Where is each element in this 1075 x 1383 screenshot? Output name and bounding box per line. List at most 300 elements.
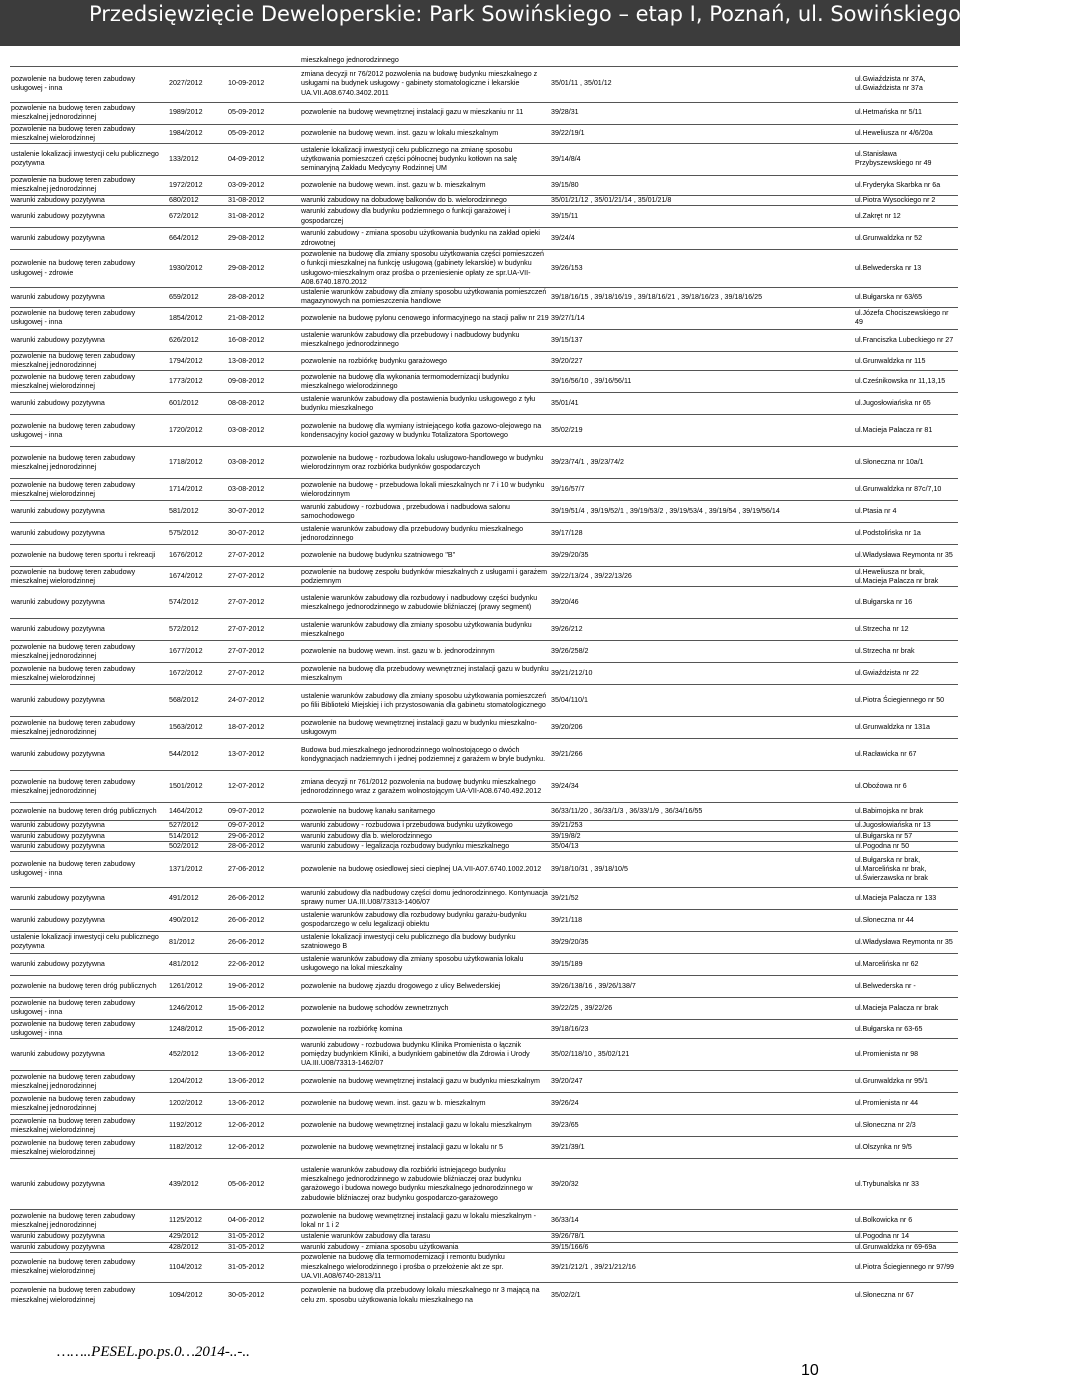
cell-addr: ul.Olszynka nr 9/5 [855,1143,912,1152]
cell-type: pozwolenie na budowę teren dróg publicznych [11,981,157,990]
cell-type: pozwolenie na budowę teren zabudowy usługowej - inna [11,74,136,92]
cell-type: warunki zabudowy pozytywna [11,507,105,516]
cell-desc: ustalenie warunków zabudowy dla przebudowy budynku mieszkalnego jednorodzinnego [301,524,524,542]
cell-date: 13-06-2012 [228,1077,265,1086]
cell-addr: ul.Władysława Reymonta nr 35 [855,551,953,560]
cell-desc: pozwolenie na rozbiórkę komina [301,1024,403,1033]
cell-plots: 39/15/166/6 [551,1242,589,1251]
cell-desc: warunki zabudowy - rozbudowa , przebudowa i nadbudowa salonu samochodowego [301,502,511,520]
cell-date: 09-08-2012 [228,377,265,386]
cell-date: 15-06-2012 [228,1003,265,1012]
cell-num: 1104/2012 [169,1262,203,1271]
cell-addr: ul.Słoneczna nr 2/3 [855,1121,916,1130]
cell-date: 30-07-2012 [228,507,265,516]
cell-date: 26-06-2012 [228,937,265,946]
cell-type: pozwolenie na budowę teren zabudowy mieszkalnej jednorodzinnej [11,1211,136,1229]
cell-addr: ul.Hetmańska nr 5/11 [855,108,922,117]
table-row [10,329,958,351]
cell-plots: 39/18/10/31 , 39/18/10/5 [551,864,628,873]
cell-num: 1248/2012 [169,1024,203,1033]
cell-num: 527/2012 [169,821,199,830]
cell-num: 1182/2012 [169,1143,203,1152]
cell-plots: 39/26/153 [551,263,583,272]
cell-plots: 36/33/14 [551,1216,579,1225]
cell-type: pozwolenie na budowę teren sportu i rekreacji [11,551,156,560]
cell-addr: ul.Bolkowicka nr 6 [855,1216,913,1225]
cell-desc: pozwolenie na budowę budynku szatniowego "B" [301,551,456,560]
cell-num: 1192/2012 [169,1121,203,1130]
cell-desc: pozwolenie na budowę kanału sanitarnego [301,807,436,816]
cell-type: warunki zabudowy pozytywna [11,212,105,220]
cell-desc: pozwolenie na budowę zjazdu drogowego z ulicy Belwederskiej [301,981,501,990]
table-row [10,393,958,415]
cell-date: 12-06-2012 [228,1121,265,1130]
cell-addr: ul.Bułgarska nr 16 [855,598,913,607]
cell-addr: ul.Podstolińska nr 1a [855,529,921,538]
cell-num: 572/2012 [169,625,199,634]
cell-desc: pozwolenie na budowę wewnętrznej instalacji gazu w budynku mieszkalnym [301,1077,540,1086]
cell-num: 1677/2012 [169,647,203,656]
cell-num: 664/2012 [169,234,199,242]
cell-addr: ul.Cześnikowska nr 11,13,15 [855,377,946,386]
table-row [10,841,958,851]
table-row [10,447,958,479]
cell-addr: ul.Racławicka nr 67 [855,750,917,759]
table-row [10,641,958,663]
table-row [10,415,958,447]
cell-date: 05-09-2012 [228,129,265,138]
cell-type: ustalenie lokalizacji inwestycji celu publicznego pozytywna [11,933,159,951]
cell-type: pozwolenie na budowę teren zabudowy mieszkalnej wielorodzinnej [11,1138,136,1156]
cell-num: 502/2012 [169,841,199,850]
cell-num: 574/2012 [169,598,199,607]
cell-addr: ul.Słoneczna nr 10a/1 [855,458,924,467]
cell-plots: 39/29/20/35 [551,551,589,560]
table-row [10,803,958,821]
cell-type: pozwolenie na budowę teren zabudowy mieszkalnej jednorodzinnej [11,642,136,660]
cell-num: 626/2012 [169,335,199,344]
cell-date: 05-09-2012 [228,108,265,117]
cell-num: 1984/2012 [169,129,203,138]
cell-date: 19-06-2012 [228,981,265,990]
cell-addr: ul.Pogodna nr 50 [855,841,910,850]
cell-desc: pozwolenie na budowę wewnętrznej instalacji gazu w lokalu nr 5 [301,1143,503,1152]
cell-num: 481/2012 [169,959,199,968]
table-row [10,250,958,288]
cell-date: 29-08-2012 [228,263,265,272]
cell-plots: 39/22/19/1 [551,129,585,138]
cell-num: 1261/2012 [169,981,203,990]
cell-desc: pozwolenie na budowę wewn. inst. gazu w b. jednorodzinnym [301,647,495,656]
cell-addr: ul.Józefa Chociszewskiego nr 49 [855,309,949,327]
cell-num: 1854/2012 [169,313,203,322]
table-row [10,195,958,205]
cell-date: 12-06-2012 [228,1143,265,1152]
cell-type: warunki zabudowy pozytywna [11,1179,105,1188]
cell-plots: 39/21/266 [551,750,583,759]
table-row [10,953,958,975]
cell-type: pozwolenie na budowę teren zabudowy mieszkalnej jednorodzinnej [11,103,136,121]
cell-num: 1720/2012 [169,426,203,435]
cell-type: warunki zabudowy pozytywna [11,335,105,344]
cell-addr: ul.Jugosłowiańska nr 13 [855,821,931,830]
cell-num: 439/2012 [169,1179,199,1188]
cell-num: 490/2012 [169,915,199,924]
cell-date [227,56,300,66]
cell-desc: warunki zabudowy - rozbudowa budynku Klinika Promienista o łącznik pomiędzy budynkiem Kliniki, a budynkiem gabinetów dla Zdrowia i Urody UA.III.U08/73313-1462/07 [301,1041,530,1068]
cell-plots: 39/14/8/4 [551,154,581,163]
table-row [10,479,958,501]
cell-desc: pozwolenie na budowę dla wykonania termomodernizacji budynku mieszkalnego wielorodzinnego [301,372,509,390]
cell-addr: ul.Gwiaździsta nr 22 [855,669,919,678]
cell-num: 680/2012 [169,195,199,204]
table-row [10,1039,958,1071]
cell-num: 428/2012 [169,1242,199,1251]
cell-num: 452/2012 [169,1050,199,1059]
cell-date: 27-07-2012 [228,669,265,678]
cell-desc: warunki zabudowy - zmiana sposobu użytkowania budynku na zakład opieki zdrowotnej [301,229,540,247]
cell-date: 13-07-2012 [228,750,265,759]
table-row [10,206,958,228]
table-row [10,771,958,803]
cell-desc: pozwolenie na budowę wewnętrznej instalacji gazu w mieszkaniu nr 11 [301,108,524,117]
cell-desc: pozwolenie na budowę dla wymiany istniejącego kotła gazowo-olejowego na kondensacyjny kocioł gazowy w budynku Totalizatora Sportowego [301,421,542,439]
page-title: Przedsięwzięcie Deweloperskie: Park Sowińskiego – etap I, Poznań, ul. Sowińskiego/Słoneczna [89,2,1075,26]
cell-plots: 39/21/39/1 [551,1143,585,1152]
cell-type: pozwolenie na budowę teren zabudowy mieszkalnej wielorodzinnej [11,664,136,682]
cell-type: warunki zabudowy pozytywna [11,893,105,902]
cell-date: 29-08-2012 [228,234,265,242]
cell-num: 1794/2012 [169,356,203,365]
cell-addr: ul.Macieja Palacza nr 133 [855,893,937,902]
cell-num: 544/2012 [169,750,199,759]
table-row [10,717,958,739]
table-row [10,56,958,66]
cell-desc: warunki zabudowy dla b. wielorodzinnego [301,831,432,840]
cell-num: 133/2012 [169,154,199,163]
cell-type: pozwolenie na budowę teren zabudowy mieszkalnej jednorodzinnej [11,777,136,795]
cell-date: 27-07-2012 [228,647,265,656]
cell-type: warunki zabudowy pozytywna [11,915,105,924]
cell-desc: warunki zabudowy dla nadbudowy części domu jednorodzinnego. Kontynuacja sprawy numer UA.III.U08/73313-1406/07 [301,889,548,907]
cell-desc: pozwolenie na budowę dla termomodernizacji i remontu budynku mieszkalnego wielorodzinnego i prośba o przełożenie akt ze spr. UA.VII.A08/6740-2813/11 [301,1253,505,1280]
cell-desc: pozwolenie na budowę dla zmiany sposobu użytkowania części pomieszczeń o funkcji mieszkalnej na funkcję usługową (gabinety lekarskie) w budynku usługowo-mieszkalnym oraz prośba o przeniesienie opłaty ze spr.UA-VII-A08.6740.1870.2012 [301,250,544,286]
cell-num: 81/2012 [169,937,195,946]
cell-type: warunki zabudowy pozytywna [11,195,105,204]
table-row [10,1252,958,1282]
cell-date: 31-05-2012 [228,1262,265,1271]
table-row [10,821,958,831]
cell-plots: 35/02/2/1 [551,1290,581,1299]
cell-addr: ul.Stanisława Przybyszewskiego nr 49 [855,150,932,168]
cell-type: pozwolenie na budowę teren zabudowy mieszkalnej wielorodzinnej [11,1258,136,1276]
cell-type: warunki zabudowy pozytywna [11,831,105,840]
cell-addr: ul.Macieja Palacza nr 81 [855,426,933,435]
cell-plots: 39/21/212/1 , 39/21/212/16 [551,1262,636,1271]
table-row [10,931,958,953]
cell-plots: 39/26/78/1 [551,1232,585,1241]
cell-date: 04-09-2012 [228,154,265,163]
cell-desc: pozwolenie na budowę wewn. inst. gazu w b. mieszkalnym [301,1099,486,1108]
cell-plots: 35/01/21/12 , 35/01/21/14 , 35/01/21/8 [551,195,672,204]
page-number: 10 [801,1362,819,1379]
table-row [10,1210,958,1232]
table-row [10,1019,958,1038]
cell-date: 26-06-2012 [228,915,265,924]
cell-type: warunki zabudowy pozytywna [11,1232,105,1241]
cell-plots: 39/18/16/23 [551,1024,589,1033]
table-row [10,66,958,102]
cell-date: 08-08-2012 [228,399,265,408]
cell-addr: ul.Belwederska nr 13 [855,263,922,272]
table-row [10,228,958,250]
cell-desc: ustalenie warunków zabudowy dla rozbudowy budynku garażu-budynku gospodarczego w celu legalizacji obiektu [301,911,527,929]
cell-num: 1672/2012 [169,669,203,678]
cell-addr: ul.Grunwaldzka nr 87c/7,10 [855,485,942,494]
table-row [10,1115,958,1137]
table-row [10,663,958,685]
cell-date: 05-06-2012 [228,1179,265,1188]
cell-date: 04-06-2012 [228,1216,265,1225]
cell-plots: 35/01/41 [551,399,579,408]
cell-addr: ul.Promienista nr 44 [855,1099,919,1108]
cell-desc: pozwolenie na budowę dla przebudowy wewnętrznej instalacji gazu w budynku mieszkalnym [301,664,549,682]
table-row [10,909,958,931]
cell-addr: ul.Pogodna nr 14 [855,1232,910,1241]
cell-num: 1204/2012 [169,1077,203,1086]
cell-addr: ul.Trybunalska nr 33 [855,1179,920,1188]
cell-addr: ul.Słoneczna nr 67 [855,1290,914,1299]
cell-type: warunki zabudowy pozytywna [11,292,105,301]
cell-desc: pozwolenie na rozbiórkę budynku garażowego [301,356,447,365]
cell-date: 24-07-2012 [228,696,265,705]
cell-date: 31-05-2012 [228,1232,265,1241]
cell-desc: pozwolenie na budowę dla przebudowy lokalu mieszkalnego nr 3 mającą na celu zm. sposobu użytkowania lokalu mieszkalnego na [301,1286,540,1304]
cell-addr: ul.Grunwaldzka nr 131a [855,723,930,732]
cell-plots: 39/20/206 [551,723,583,732]
table-row [10,831,958,841]
cell-date: 31-08-2012 [228,195,265,204]
cell-type: pozwolenie na budowę teren zabudowy mieszkalnej jednorodzinnej [11,1094,136,1112]
table-row [10,102,958,124]
cell-plots: 39/20/46 [551,598,579,607]
cell-type: pozwolenie na budowę teren zabudowy usługowej - inna [11,421,136,439]
cell-addr: ul.Macieja Palacza nr brak [855,1003,939,1012]
table-row [10,287,958,307]
cell-desc: ustalenie lokalizacji inwestycji celu publicznego dla budowy budynku szatniowego B [301,933,516,951]
cell-type: warunki zabudowy pozytywna [11,598,105,607]
cell-date: 09-07-2012 [228,807,265,816]
cell-plots: 39/23/65 [551,1121,579,1130]
table-row [10,851,958,887]
table-row [10,887,958,909]
cell-num: 1125/2012 [169,1216,203,1225]
cell-date: 28-06-2012 [228,841,265,850]
table-row [10,739,958,771]
cell-date: 28-08-2012 [228,292,265,301]
cell-num: 672/2012 [169,212,199,220]
table-row [10,143,958,175]
table-row [10,175,958,195]
cell-num: 429/2012 [169,1232,199,1241]
cell-num: 1246/2012 [169,1003,203,1012]
cell-desc: warunki zabudowy - zmiana sposobu użytkowania [301,1242,459,1251]
cell-date: 26-06-2012 [228,893,265,902]
cell-num: 1989/2012 [169,108,203,117]
cell-desc: pozwolenie na budowę - przebudowa lokali mieszkalnych nr 7 i 10 w budynku wielorodzinnym [301,480,545,498]
cell-type: pozwolenie na budowę teren zabudowy usługowej - inna [11,860,136,878]
table-row [10,1232,958,1242]
table-row [10,351,958,370]
cell-plots: 39/16/57/7 [551,485,585,494]
cell-type: pozwolenie na budowę teren zabudowy usługowej - inna [11,309,136,327]
cell-addr: ul.Władysława Reymonta nr 35 [855,937,953,946]
cell-plots: 39/22/25 , 39/22/26 [551,1003,613,1012]
table-row [10,685,958,717]
cell-type: pozwolenie na budowę teren zabudowy mieszkalnej jednorodzinnej [11,176,136,194]
cell-addr: ul.Grunwaldzka nr 52 [855,234,923,242]
cell-plots: 39/21/212/10 [551,669,593,678]
cell-desc: pozwolenie na budowę wewn. inst. gazu w b. mieszkalnym [301,180,486,189]
cell-plots: 36/33/11/20 , 36/33/1/3 , 36/33/1/9 , 36/34/16/55 [551,807,703,816]
table-row [10,1282,958,1308]
cell-num: 1371/2012 [169,864,203,873]
cell-addr: ul.Fryderyka Skarbka nr 6a [855,180,941,189]
cell-plots: 35/01/11 , 35/01/12 [551,79,612,88]
cell-date: 13-06-2012 [228,1099,265,1108]
cell-addr: ul.Piotra Ściegiennego nr 97/99 [855,1262,954,1271]
cell-plots: 35/04/110/1 [551,696,588,705]
cell-plots: 39/27/1/14 [551,313,585,322]
cell-desc: pozwolenie na budowę zespołu budynków mieszkalnych z usługami i garażem podziemnym [301,567,548,585]
cell-addr: ul.Promienista nr 98 [855,1050,919,1059]
cell-date: 27-06-2012 [228,864,265,873]
cell-desc: ustalenie lokalizacji inwestycji celu publicznego na zmianę sposobu użytkowania pomieszczeń części północnej budynku kotłown na salę seminaryjną Zakładu Medycyny Rodzinnej UM [301,145,518,172]
cell-date: 27-07-2012 [228,598,265,607]
cell-date: 31-05-2012 [228,1242,265,1251]
cell-type [10,56,168,66]
cell-addr: ul.Słoneczna nr 44 [855,915,914,924]
table-row [10,501,958,523]
cell-addr: ul.Gwiaździsta nr 37A, ul.Gwiaździsta nr 37a [855,74,926,92]
table-row [10,619,958,641]
cell-date: 16-08-2012 [228,335,265,344]
cell-date: 21-08-2012 [228,313,265,322]
cell-type: warunki zabudowy pozytywna [11,399,105,408]
cell-addr: ul.Piotra Ściegiennego nr 50 [855,696,945,705]
cell-num: 1972/2012 [169,180,203,189]
cell-date: 12-07-2012 [228,782,265,791]
cell-desc: Budowa bud.mieszkalnego jednorodzinnego wolnostojącego o dwóch kondygnacjach nadziemnych i jednej podziemnej z garażem w bryle budynku. [301,745,546,763]
table-row [10,523,958,545]
cell-desc: ustalenie warunków zabudowy dla zmiany sposobu użytkowania pomieszczeń magazynowych na pomieszczenia handlowe [301,288,547,306]
cell-plots: 39/24/34 [551,782,579,791]
cell-plots: 39/20/227 [551,356,583,365]
cell-plots: 39/21/118 [551,915,583,924]
cell-desc: ustalenie warunków zabudowy dla rozbudowy i nadbudowy części budynku mieszkalnego jednorodzinnego w zabudowie bliźniaczej (prawy segment) [301,593,538,611]
cell-date: 03-09-2012 [228,180,265,189]
cell-num: 1501/2012 [169,782,203,791]
cell-plots: 39/18/16/15 , 39/18/16/19 , 39/18/16/21 , 39/18/16/23 , 39/18/16/25 [551,292,763,301]
cell-addr: ul.Strzecha nr brak [855,647,915,656]
cell-addr: ul.Ptasia nr 4 [855,507,897,516]
cell-num: 491/2012 [169,893,199,902]
cell-type: warunki zabudowy pozytywna [11,750,105,759]
cell-type: warunki zabudowy pozytywna [11,959,105,968]
cell-type: pozwolenie na budowę teren dróg publicznych [11,807,157,816]
cell-desc: pozwolenie na budowę pylonu cenowego informacyjnego na stacji paliw nr 219 [301,313,549,322]
cell-plots: 39/20/32 [551,1179,579,1188]
cell-plots: 39/15/11 [551,212,579,220]
cell-num: 1094/2012 [169,1290,203,1299]
cell-type: ustalenie lokalizacji inwestycji celu publicznego pozytywna [11,150,159,168]
cell-date: 27-07-2012 [228,572,265,581]
table-row [10,1159,958,1210]
cell-addr: ul.Belwederska nr - [855,981,916,990]
cell-addr: ul.Grunwaldzka nr 115 [855,356,926,365]
cell-type: pozwolenie na budowę teren zabudowy mieszkalnej wielorodzinnej [11,1116,136,1134]
cell-plots: 39/23/74/1 , 39/23/74/2 [551,458,624,467]
table-row [10,1242,958,1252]
table-row [10,1093,958,1115]
cell-num: 659/2012 [169,292,199,301]
table-row [10,124,958,143]
cell-date: 22-06-2012 [228,959,265,968]
cell-plots: 35/02/219 [551,426,583,435]
cell-num: 1773/2012 [169,377,203,386]
table-row [10,307,958,329]
cell-num: 568/2012 [169,696,199,705]
cell-plots [550,56,854,66]
cell-type: pozwolenie na budowę teren zabudowy mieszkalnej jednorodzinnej [11,351,136,370]
cell-num: 1464/2012 [169,807,203,816]
cell-plots: 39/19/51/4 , 39/19/52/1 , 39/19/53/2 , 39/19/53/4 , 39/19/54 , 39/19/56/14 [551,507,780,516]
cell-desc: warunki zabudowy dla budynku podziemnego o funkcji garażowej i gospodarczej [301,207,510,225]
cell-num: 581/2012 [169,507,199,516]
cell-desc: pozwolenie na budowę wewnętrznej instalacji gazu w lokalu mieszkalnym - lokal nr 1 i 2 [301,1211,536,1229]
table-row [10,587,958,619]
footer-watermark: ……..PESEL.po.ps.0…2014-..-.. [57,1344,250,1360]
cell-type: pozwolenie na budowę teren zabudowy mieszkalnej wielorodzinnej [11,480,136,498]
cell-desc: pozwolenie na budowę wewn. inst. gazu w lokalu mieszkalnym [301,129,499,138]
cell-plots: 39/22/13/24 , 39/22/13/26 [551,572,632,581]
cell-type: pozwolenie na budowę teren zabudowy mieszkalnej jednorodzinnej [11,718,136,736]
cell-addr: ul.Marcelińska nr 62 [855,959,919,968]
cell-desc: pozwolenie na budowę osiedlowej sieci cieplnej UA.VII-A07.6740.1002.2012 [301,864,542,873]
cell-type: pozwolenie na budowę teren zabudowy mieszkalnej wielorodzinnej [11,1286,136,1304]
cell-num: 514/2012 [169,831,199,840]
cell-type: pozwolenie na budowę teren zabudowy mieszkalnej wielorodzinnej [11,372,136,390]
cell-addr: ul.Grunwaldzka nr 95/1 [855,1077,928,1086]
cell-addr: ul.Strzecha nr 12 [855,625,909,634]
cell-plots: 35/02/118/10 , 35/02/121 [551,1050,630,1059]
cell-type: warunki zabudowy pozytywna [11,1050,105,1059]
cell-date: 03-08-2012 [228,426,265,435]
cell-plots: 39/26/212 [551,625,583,634]
cell-addr: ul.Bułgarska nr 57 [855,831,913,840]
cell-date: 30-07-2012 [228,529,265,538]
cell-plots: 39/21/52 [551,893,579,902]
cell-addr: ul.Heweliusza nr brak, ul.Macieja Palacza nr brak [855,567,939,585]
cell-addr [854,56,958,66]
cell-type: pozwolenie na budowę teren zabudowy mieszkalnej jednorodzinnej [11,1072,136,1090]
cell-date: 10-09-2012 [228,79,265,88]
cell-desc: pozwolenie na budowę wewnętrznej instalacji gazu w budynku mieszkalno-usługowym [301,718,537,736]
table-row [10,371,958,393]
cell-date: 27-07-2012 [228,551,265,560]
cell-type: pozwolenie na budowę teren zabudowy mieszkalnej wielorodzinnej [11,567,136,585]
cell-addr: ul.Piotra Wysockiego nr 2 [855,195,936,204]
